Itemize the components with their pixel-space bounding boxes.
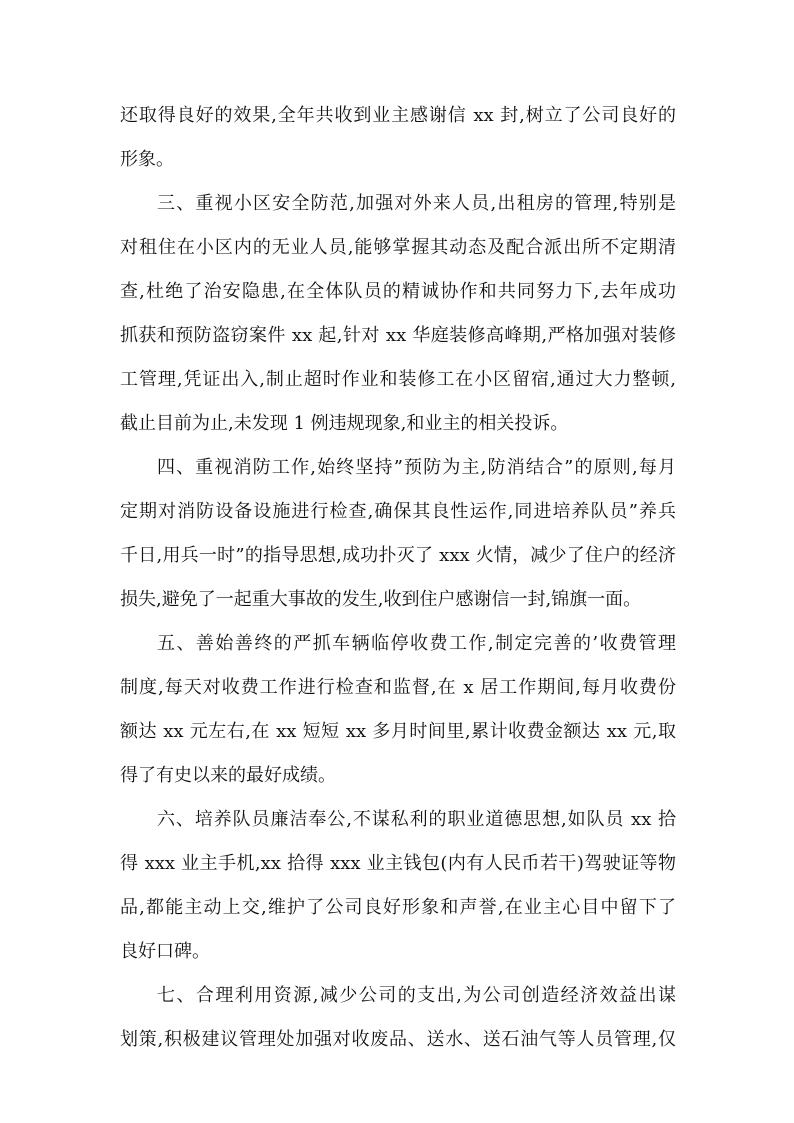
paragraph-fire-safety — [120, 450, 676, 626]
text-line: 工管理,凭证出入,制止超时作业和装修工在小区留宿,通过大力整顿, — [120, 369, 676, 390]
document-page — [120, 98, 676, 1066]
text-line: 五、善始善终的严抓车辆临停收费工作,制定完善的’收费管理 — [157, 633, 676, 654]
text-line: 得了有史以来的最好成绩。 — [120, 765, 336, 786]
text-line: 额达 xx 元左右,在 xx 短短 xx 多月时间里,累计收费金额达 xx 元,取 — [120, 721, 676, 742]
text-line: 千日,用兵一时”的指导思想,成功扑灭了 xxx 火情，减少了住户的经济 — [120, 545, 676, 566]
paragraph-integrity — [120, 802, 676, 978]
text-line: 还取得良好的效果,全年共收到业主感谢信 xx 封,树立了公司良好的 — [120, 105, 676, 126]
paragraph-continuation — [120, 98, 676, 186]
text-line: 四、重视消防工作,始终坚持”预防为主,防消结合”的原则,每月 — [157, 457, 676, 478]
text-line: 三、重视小区安全防范,加强对外来人员,出租房的管理,特别是 — [157, 193, 676, 214]
text-line: 得 xxx 业主手机,xx 拾得 xxx 业主钱包(内有人民币若干)驾驶证等物 — [120, 853, 676, 874]
text-line: 定期对消防设备设施进行检查,确保其良性运作,同进培养队员”养兵 — [120, 501, 676, 522]
text-line: 良好口碑。 — [120, 941, 210, 962]
paragraph-resources — [120, 978, 676, 1066]
text-line: 品,都能主动上交,维护了公司良好形象和声誉,在业主心目中留下了 — [120, 897, 676, 918]
text-line: 制度,每天对收费工作进行检查和监督,在 x 居工作期间,每月收费份 — [120, 677, 676, 698]
text-line: 损失,避免了一起重大事故的发生,收到住户感谢信一封,锦旗一面。 — [120, 589, 642, 610]
text-line: 七、合理利用资源,减少公司的支出,为公司创造经济效益出谋 — [157, 985, 676, 1006]
text-line: 抓获和预防盗窃案件 xx 起,针对 xx 华庭装修高峰期,严格加强对装修 — [120, 325, 676, 346]
text-line: 截止目前为止,未发现 1 例违规现象,和业主的相关投诉。 — [120, 413, 569, 434]
text-line: 形象。 — [120, 149, 174, 170]
paragraph-security — [120, 186, 676, 450]
text-line: 划策,积极建议管理处加强对收废品、送水、送石油气等人员管理,仅 — [120, 1029, 676, 1050]
paragraph-parking-fees — [120, 626, 676, 802]
text-line: 对租住在小区内的无业人员,能够掌握其动态及配合派出所不定期清 — [120, 237, 676, 258]
text-line: 查,杜绝了治安隐患,在全体队员的精诚协作和共同努力下,去年成功 — [120, 281, 676, 302]
text-line: 六、培养队员廉洁奉公,不谋私利的职业道德思想,如队员 xx 拾 — [157, 809, 676, 830]
